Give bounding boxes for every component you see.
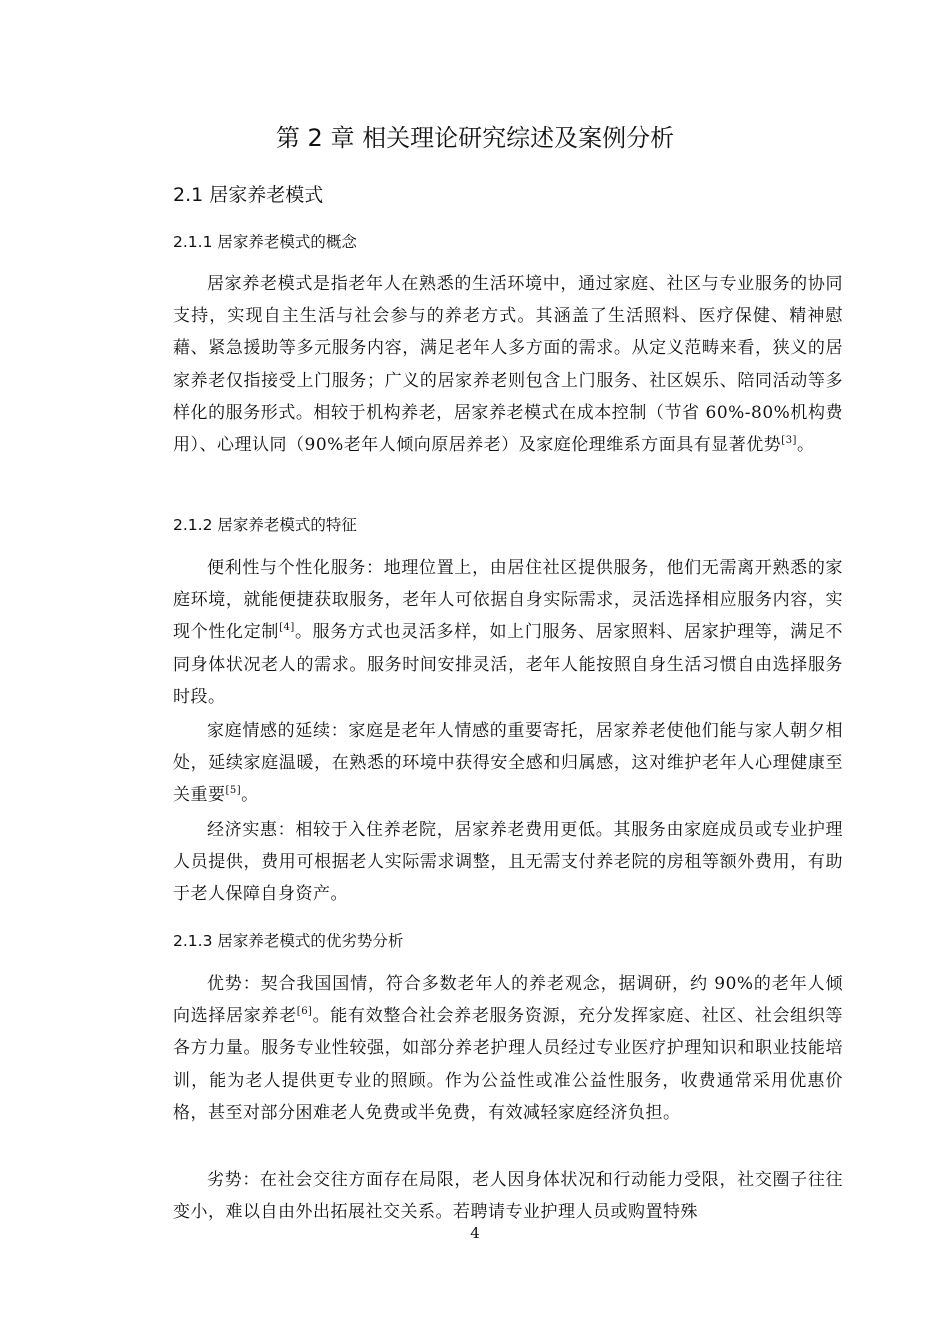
page-number: 4 <box>470 1224 480 1242</box>
paragraph-concept <box>173 268 843 461</box>
paragraph-tail: 。服务方式也灵活多样，如上门服务、居家照料、居家护理等，满足不同身体状况老人的需求。服务时间安排灵活，老年人能按照自身生活习惯自由选择服务时段。 <box>173 622 844 707</box>
paragraph-economic <box>173 814 843 911</box>
paragraph-text: 居家养老模式是指老年人在熟悉的生活环境中，通过家庭、社区与专业服务的协同支持，实现自主生活与社会参与的养老方式。其涵盖了生活照料、医疗保健、精神慰藉、紧急援助等多元服务内容，满足老年人多方面的需求。从定义范畴来看，狭义的居家养老仅指接受上门服务；广义的居家养老则包含上门服务、社区娱乐、陪同活动等多样化的服务形式。相较于机构养老，居家养老模式在成本控制（节省 60%-80%机构费用）、心理认同（90%老年人倾向原居养老）及家庭伦理维系方面具有显著优势 <box>173 274 843 456</box>
paragraph-tail: 。能有效整合社会养老服务资源，充分发挥家庭、社区、社会组织等各方力量。服务专业性较强，如部分养老护理人员经过专业医疗护理知识和职业技能培训，能为老人提供更专业的照顾。作为公益性或准公益性服务，收费通常采用优惠价格，甚至对部分困难老人免费或半免费，有效减轻家庭经济负担。 <box>173 1006 844 1123</box>
section-title: 2.1 居家养老模式 <box>173 184 324 206</box>
subsection-title-pros-cons: 2.1.3 居家养老模式的优劣势分析 <box>173 932 404 950</box>
paragraph-text: 劣势：在社会交往方面存在局限，老人因身体状况和行动能力受限，社交圈子往往变小，难以自由外出拓展社交关系。若聘请专业护理人员或购置特殊 <box>173 1170 843 1223</box>
paragraph-text: 优势：契合我国国情，符合多数老年人的养老观念，据调研，约 90%的老年人倾向选择居家养老 <box>173 974 843 1027</box>
subsection-title-concept: 2.1.1 居家养老模式的概念 <box>173 233 357 251</box>
paragraph-disadvantages <box>173 1164 843 1228</box>
paragraph-text: 家庭情感的延续：家庭是老年人情感的重要寄托，居家养老使他们能与家人朝夕相处，延续家庭温暖，在熟悉的环境中获得安全感和归属感，这对维护老年人心理健康至关重要 <box>173 721 843 806</box>
paragraph-tail: 。 <box>241 785 259 806</box>
citation-ref: [4] <box>279 622 295 634</box>
chapter-title: 第 2 章 相关理论研究综述及案例分析 <box>275 124 675 152</box>
paragraph-family-emotion <box>173 715 843 812</box>
citation-ref: [5] <box>225 785 242 797</box>
paragraph-tail: 。 <box>796 435 815 456</box>
citation-ref: [3] <box>781 435 797 447</box>
paragraph-text: 便利性与个性化服务：地理位置上，由居住社区提供服务，他们无需离开熟悉的家庭环境，就能便捷获取服务，老年人可依据自身实际需求，灵活选择相应服务内容，实现个性化定制 <box>173 558 843 643</box>
paragraph-convenience <box>173 552 843 713</box>
subsection-title-features: 2.1.2 居家养老模式的特征 <box>173 516 357 534</box>
citation-ref: [6] <box>296 1006 313 1018</box>
paragraph-advantages <box>173 968 843 1129</box>
paragraph-text: 经济实惠：相较于入住养老院，居家养老费用更低。其服务由家庭成员或专业护理人员提供，费用可根据老人实际需求调整，且无需支付养老院的房租等额外费用，有助于老人保障自身资产。 <box>173 820 843 905</box>
